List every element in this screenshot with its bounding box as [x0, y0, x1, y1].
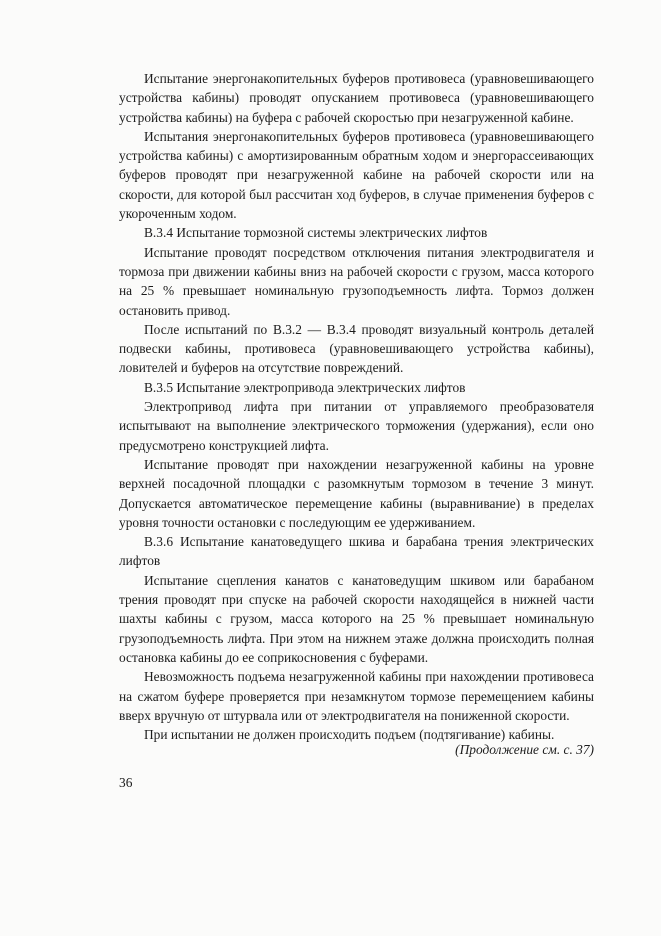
- paragraph-buffer-return-test: Испытания энергонакопительных буферов противовеса (уравновешивающего устройства кабины) с амортизированным обратным ходом и энергорассеивающих буферов проводят при незагруженной кабине на рабочей скорости или на скорости, для которой был рассчитан ход буферов, в случае применения буферов с укороченным ходом.: [119, 128, 594, 222]
- continuation-note: (Продолжение см. с. 37): [455, 742, 594, 757]
- paragraph-lift-impossibility: Невозможность подъема незагруженной кабины при нахождении противовеса на сжатом буфере проверяется при незамкнутом тормозе перемещением кабины вверх вручную от штурвала или от электродвигателя на пониженной скорости.: [119, 669, 594, 723]
- paragraph-drive-hold-test: Испытание проводят при нахождении незагруженной кабины на уровне верхней посадочной площадки с разомкнутым тормозом в течение 3 минут. Допускается автоматическое перемещение кабины (выравнивание) в пределах уровня точности остановки с последующим ее удерживанием.: [119, 456, 594, 530]
- paragraph-traction-test: Испытание сцепления канатов с канатоведущим шкивом или барабаном трения проводят при спуске на рабочей скорости находящейся в нижней части шахты кабины с грузом, масса которого на 25 % превышает номинальную грузоподъемность лифта. При этом на нижнем этаже должна происходить полная остановка кабины до ее соприкосновения с буферами.: [119, 572, 594, 665]
- heading-b-3-6: В.3.6 Испытание канатоведущего шкива и барабана трения электрических лифтов: [119, 534, 594, 569]
- heading-b-3-5: В.3.5 Испытание электропривода электрических лифтов: [144, 379, 466, 395]
- paragraph-buffer-test: Испытание энергонакопительных буферов противовеса (уравновешивающего устройства кабины) проводят опусканием противовеса (уравновешивающего устройства кабины) на буфера с рабочей скоростью при незагруженной кабине.: [119, 71, 594, 125]
- heading-b-3-4: В.3.4 Испытание тормозной системы электрических лифтов: [144, 225, 488, 241]
- paragraph-drive-braking: Электропривод лифта при питании от управляемого преобразователя испытывают на выполнение электрического торможения (удержания), если оно предусмотрено конструкцией лифта.: [119, 399, 594, 453]
- paragraph-no-pull-up: При испытании не должен происходить подъем (подтягивание) кабины.: [144, 727, 555, 743]
- document-body: [119, 69, 594, 744]
- paragraph-visual-inspection: После испытаний по В.3.2 — В.3.4 проводят визуальный контроль деталей подвески кабины, противовеса (уравновешивающего устройства кабины), ловителей и буферов на отсутствие повреждений.: [119, 321, 594, 376]
- paragraph-brake-test: Испытание проводят посредством отключения питания электродвигателя и тормоза при движении кабины вниз на рабочей скорости с грузом, масса которого на 25 % превышает номинальную грузоподъемность лифта. Тормоз должен остановить привод.: [119, 244, 594, 318]
- page-number: 36: [119, 775, 133, 790]
